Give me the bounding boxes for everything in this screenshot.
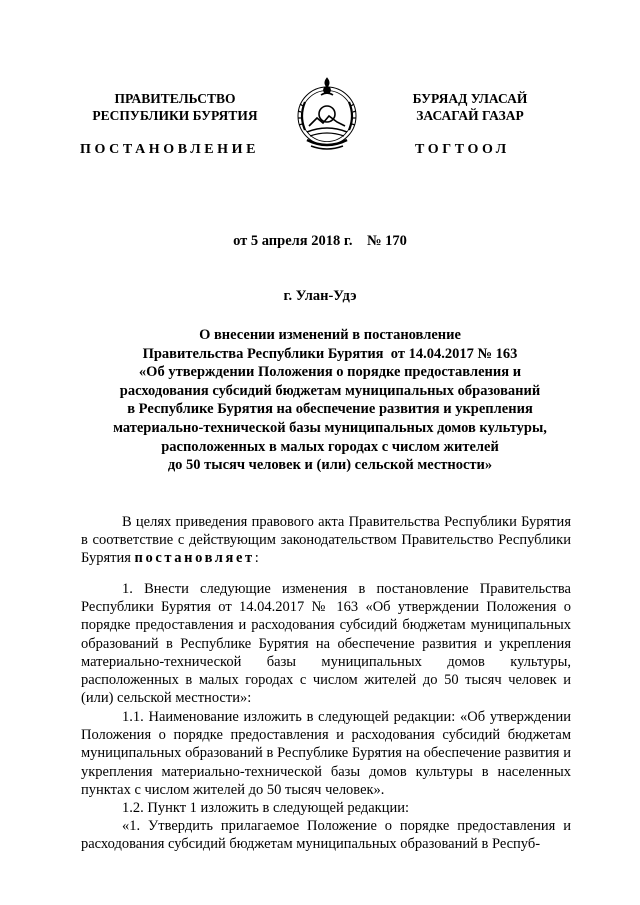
subject-line: в Республике Бурятия на обеспечение развития и укрепления [127, 401, 533, 418]
item-1-2-quote-paragraph: «1. Утвердить прилагаемое Положение о порядке предоставления и расходования субсидий бюджетам муниципальных образований в Респуб- [81, 818, 571, 853]
item-1-paragraph: 1. Внести следующие изменения в постановление Правительства Республики Бурятия от 14.04.2017 № 163 «Об утверждении Положения о порядке предоставления и расходования субсидий бюджетам муниципальных образований в Республике Бурятия на обеспечение развития и укрепления материально-технической базы муниципальных домов культуры, расположенных в малых городах с числом жителей до 50 тысяч человек и (или) сельской местности»: [81, 581, 571, 707]
document-type-right: ТОГТООЛ [415, 142, 510, 157]
item-1-2-paragraph: 1.2. Пункт 1 изложить в следующей редакции: [122, 800, 410, 816]
coat-of-arms-icon [293, 74, 361, 154]
subject-line: до 50 тысяч человек и (или) сельской местности» [167, 457, 493, 474]
preamble-paragraph [81, 513, 571, 568]
document-city: г. Улан-Удэ [283, 288, 357, 304]
government-name-line1: ПРАВИТЕЛЬСТВО [114, 91, 236, 106]
subject-line: Правительства Республики Бурятия от 14.04.2017 № 163 [142, 345, 518, 362]
subject-line: расходования субсидий бюджетам муниципальных образований [119, 382, 541, 399]
preamble-resolves: постановляет [134, 550, 255, 567]
document-date-number: от 5 апреля 2018 г. № 170 [233, 233, 407, 249]
subject-line: О внесении изменений в постановление [199, 327, 461, 343]
document-type-left: ПОСТАНОВЛЕНИЕ [80, 142, 260, 157]
government-name-buryat-line2: ЗАСАГАЙ ГАЗАР [416, 108, 524, 123]
subject-line: материально-технической базы муниципальных домов культуры, [113, 419, 547, 436]
preamble-text: В целях приведения правового акта Правительства Республики Бурятия в соответствие с действующим законодательством Правительство Республики Бурятия [81, 514, 571, 567]
government-name-line2: РЕСПУБЛИКИ БУРЯТИЯ [92, 108, 258, 123]
subject-line: «Об утверждении Положения о порядке предоставления и [138, 364, 522, 381]
header-right-title [375, 90, 565, 124]
item-1-1-paragraph: 1.1. Наименование изложить в следующей редакции: «Об утверждении Положения о порядке предоставления и расходования субсидий бюджетам муниципальных образований в Республике Бурятия на обеспечение развития и укрепления материально-технической базы домов культуры в населенных пунктах с числом жителей до 50 тысяч человек». [81, 709, 571, 798]
subject-line: расположенных в малых городах с числом жителей [161, 438, 499, 455]
preamble-colon: : [254, 550, 259, 567]
government-name-buryat-line1: БУРЯАД УЛАСАЙ [412, 91, 528, 106]
document-subject [80, 326, 580, 475]
header-left-title [80, 90, 270, 124]
